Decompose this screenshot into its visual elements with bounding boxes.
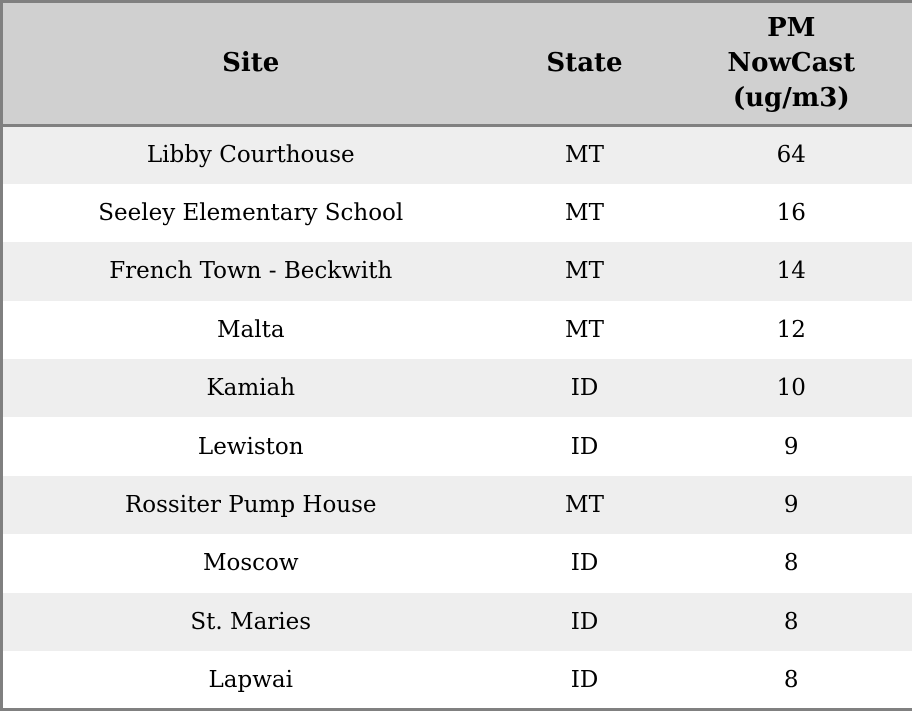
pm-cell: 16 <box>776 200 806 227</box>
state-cell: ID <box>570 433 599 460</box>
site-cell: St. Maries <box>190 608 312 635</box>
site-cell: Malta <box>216 316 285 343</box>
state-cell: MT <box>565 492 604 519</box>
site-cell: Kamiah <box>206 375 296 402</box>
state-cell: ID <box>570 666 599 693</box>
pm-header-line-2: NowCast <box>727 47 856 78</box>
state-cell: MT <box>565 258 604 285</box>
pm-cell: 12 <box>776 316 806 343</box>
table-row <box>2 593 912 651</box>
pm-header-line-1: PM <box>767 12 816 43</box>
table-row <box>2 301 912 359</box>
column-header-pm-nowcast <box>671 2 912 126</box>
site-cell: French Town - Beckwith <box>109 258 393 285</box>
pm-cell: 14 <box>776 258 806 285</box>
table-row <box>2 417 912 475</box>
pm-cell: 9 <box>783 492 799 519</box>
pm-cell: 64 <box>776 142 806 169</box>
table-row <box>2 359 912 417</box>
pm-cell: 8 <box>783 608 799 635</box>
table-row <box>2 651 912 709</box>
table-row <box>2 184 912 242</box>
pm-cell: 8 <box>783 666 799 693</box>
state-cell: MT <box>565 200 604 227</box>
site-cell: Moscow <box>202 550 299 577</box>
state-cell: ID <box>570 608 599 635</box>
site-cell: Lapwai <box>208 666 293 693</box>
state-cell: MT <box>565 316 604 343</box>
header-row <box>2 2 912 126</box>
pm-cell: 10 <box>776 375 806 402</box>
state-cell: ID <box>570 375 599 402</box>
state-cell: MT <box>565 142 604 169</box>
pm-cell: 9 <box>783 433 799 460</box>
table-header <box>2 2 912 126</box>
state-cell: ID <box>570 550 599 577</box>
site-cell: Rossiter Pump House <box>124 492 377 519</box>
table-row <box>2 126 912 184</box>
column-header-site: Site <box>2 2 499 126</box>
site-cell: Libby Courthouse <box>146 142 355 169</box>
table-row <box>2 476 912 534</box>
table-body <box>2 126 912 710</box>
table-row <box>2 534 912 592</box>
site-cell: Seeley Elementary School <box>98 200 404 227</box>
column-header-state: State <box>499 2 671 126</box>
site-cell: Lewiston <box>197 433 304 460</box>
table-row <box>2 242 912 300</box>
pm-header-line-3: (ug/m3) <box>732 83 850 114</box>
pm-cell: 8 <box>783 550 799 577</box>
